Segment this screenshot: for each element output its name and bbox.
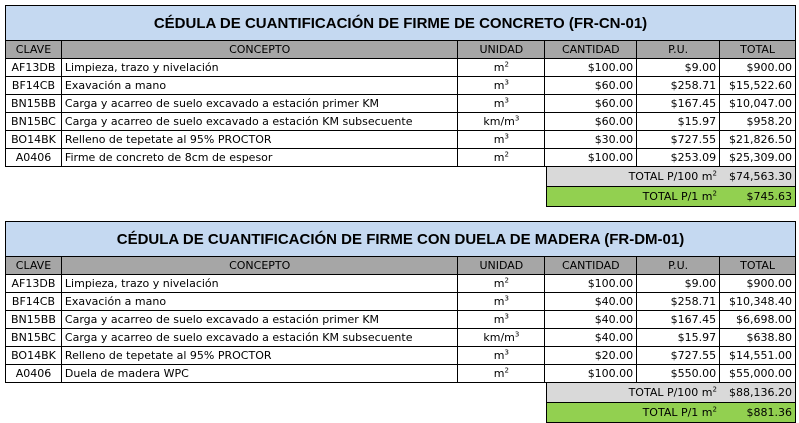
cell-clave: BN15BC	[6, 329, 62, 346]
cell-cantidad: $40.00	[545, 293, 637, 310]
cell-cantidad: $60.00	[545, 113, 637, 130]
header-concepto: CONCEPTO	[62, 41, 459, 58]
total-per-1-label: TOTAL P/1 $m^2$	[642, 405, 717, 419]
table-row	[5, 77, 796, 95]
cell-total: $958.20	[720, 113, 796, 130]
cell-unidad: $m^2$	[458, 365, 545, 382]
header-unidad: UNIDAD	[458, 41, 545, 58]
table-row	[5, 329, 796, 347]
cell-clave: BN15BB	[6, 95, 62, 112]
cell-concepto: Carga y acarreo de suelo excavado a estación primer KM	[62, 95, 458, 112]
cell-unidad: $km/m^3$	[458, 329, 545, 346]
cell-unidad: $m^3$	[458, 293, 545, 310]
total-per-100-value: $88,136.20	[729, 386, 792, 399]
header-unidad: UNIDAD	[458, 257, 545, 274]
cell-unidad: $m^2$	[458, 275, 545, 292]
cell-clave: AF13DB	[6, 59, 62, 76]
table-row	[5, 149, 796, 167]
cell-concepto: Firme de concreto de 8cm de espesor	[62, 149, 458, 166]
cell-clave: BO14BK	[6, 347, 62, 364]
total-per-100-label: TOTAL P/100 $m^2$	[628, 169, 717, 183]
cell-clave: BN15BB	[6, 311, 62, 328]
cell-total: $638.80	[720, 329, 796, 346]
cell-clave: A0406	[6, 365, 62, 382]
cell-total: $900.00	[720, 59, 796, 76]
cell-unidad: $m^2$	[458, 59, 545, 76]
header-pu: P.U.	[637, 257, 720, 274]
wood-floor-table	[5, 221, 796, 419]
total-per-1-label: TOTAL P/1 $m^2$	[642, 189, 717, 203]
cell-clave: BO14BK	[6, 131, 62, 148]
cell-pu: $258.71	[637, 293, 720, 310]
cell-pu: $9.00	[637, 59, 720, 76]
header-row	[5, 257, 796, 275]
header-total: TOTAL	[720, 41, 796, 58]
cell-pu: $253.09	[637, 149, 720, 166]
header-pu: P.U.	[637, 41, 720, 58]
total-per-100-value: $74,563.30	[729, 170, 792, 183]
cell-cantidad: $60.00	[545, 77, 637, 94]
cell-total: $15,522.60	[720, 77, 796, 94]
total-per-1-value: $881.36	[746, 406, 792, 419]
cell-clave: BF14CB	[6, 77, 62, 94]
cell-clave: BN15BC	[6, 113, 62, 130]
cell-concepto: Relleno de tepetate al 95% PROCTOR	[62, 347, 458, 364]
cell-total: $10,047.00	[720, 95, 796, 112]
header-clave: CLAVE	[6, 41, 62, 58]
table-row	[5, 131, 796, 149]
total-per-1-row	[546, 403, 796, 423]
table-row	[5, 293, 796, 311]
total-per-100-label: TOTAL P/100 $m^2$	[628, 385, 717, 399]
cell-pu: $167.45	[637, 311, 720, 328]
cell-cantidad: $60.00	[545, 95, 637, 112]
cell-unidad: $m^2$	[458, 149, 545, 166]
header-total: TOTAL	[720, 257, 796, 274]
total-per-100-row	[546, 167, 796, 187]
cell-concepto: Carga y acarreo de suelo excavado a estación primer KM	[62, 311, 458, 328]
cell-concepto: Exavación a mano	[62, 293, 458, 310]
cell-total: $900.00	[720, 275, 796, 292]
table-row	[5, 311, 796, 329]
cell-clave: BF14CB	[6, 293, 62, 310]
cell-concepto: Limpieza, trazo y nivelación	[62, 275, 458, 292]
cell-concepto: Limpieza, trazo y nivelación	[62, 59, 458, 76]
cell-concepto: Carga y acarreo de suelo excavado a estación KM subsecuente	[62, 113, 458, 130]
cell-unidad: $m^3$	[458, 347, 545, 364]
total-per-100-row	[546, 383, 796, 403]
table-row	[5, 59, 796, 77]
cell-unidad: $m^3$	[458, 95, 545, 112]
cell-concepto: Exavación a mano	[62, 77, 458, 94]
header-row	[5, 41, 796, 59]
table-row	[5, 365, 796, 383]
cell-pu: $9.00	[637, 275, 720, 292]
cell-cantidad: $40.00	[545, 311, 637, 328]
table-row	[5, 347, 796, 365]
cell-unidad: $m^3$	[458, 131, 545, 148]
cell-total: $21,826.50	[720, 131, 796, 148]
cell-unidad: $m^3$	[458, 311, 545, 328]
table-title: CÉDULA DE CUANTIFICACIÓN DE FIRME DE CONCRETO (FR-CN-01)	[5, 5, 796, 41]
cell-cantidad: $40.00	[545, 329, 637, 346]
total-per-1-value: $745.63	[746, 190, 792, 203]
cell-concepto: Duela de madera WPC	[62, 365, 458, 382]
cell-pu: $258.71	[637, 77, 720, 94]
cell-pu: $550.00	[637, 365, 720, 382]
table-row	[5, 95, 796, 113]
cell-unidad: $km/m^3$	[458, 113, 545, 130]
cell-cantidad: $20.00	[545, 347, 637, 364]
concrete-floor-table	[5, 5, 796, 203]
cell-total: $25,309.00	[720, 149, 796, 166]
cell-pu: $727.55	[637, 347, 720, 364]
header-clave: CLAVE	[6, 257, 62, 274]
cell-total: $55,000.00	[720, 365, 796, 382]
header-concepto: CONCEPTO	[62, 257, 459, 274]
table-row	[5, 275, 796, 293]
cell-cantidad: $100.00	[545, 149, 637, 166]
cell-pu: $167.45	[637, 95, 720, 112]
cell-total: $10,348.40	[720, 293, 796, 310]
table-title: CÉDULA DE CUANTIFICACIÓN DE FIRME CON DUELA DE MADERA (FR-DM-01)	[5, 221, 796, 257]
cell-concepto: Relleno de tepetate al 95% PROCTOR	[62, 131, 458, 148]
total-per-1-row	[546, 187, 796, 207]
cell-clave: A0406	[6, 149, 62, 166]
table-row	[5, 113, 796, 131]
cell-clave: AF13DB	[6, 275, 62, 292]
cell-pu: $15.97	[637, 329, 720, 346]
cell-total: $14,551.00	[720, 347, 796, 364]
cell-cantidad: $30.00	[545, 131, 637, 148]
header-cantidad: CANTIDAD	[545, 41, 637, 58]
cell-pu: $15.97	[637, 113, 720, 130]
header-cantidad: CANTIDAD	[545, 257, 637, 274]
cell-cantidad: $100.00	[545, 59, 637, 76]
cell-concepto: Carga y acarreo de suelo excavado a estación KM subsecuente	[62, 329, 458, 346]
cell-cantidad: $100.00	[545, 275, 637, 292]
cell-pu: $727.55	[637, 131, 720, 148]
cell-total: $6,698.00	[720, 311, 796, 328]
cell-unidad: $m^3$	[458, 77, 545, 94]
cell-cantidad: $100.00	[545, 365, 637, 382]
